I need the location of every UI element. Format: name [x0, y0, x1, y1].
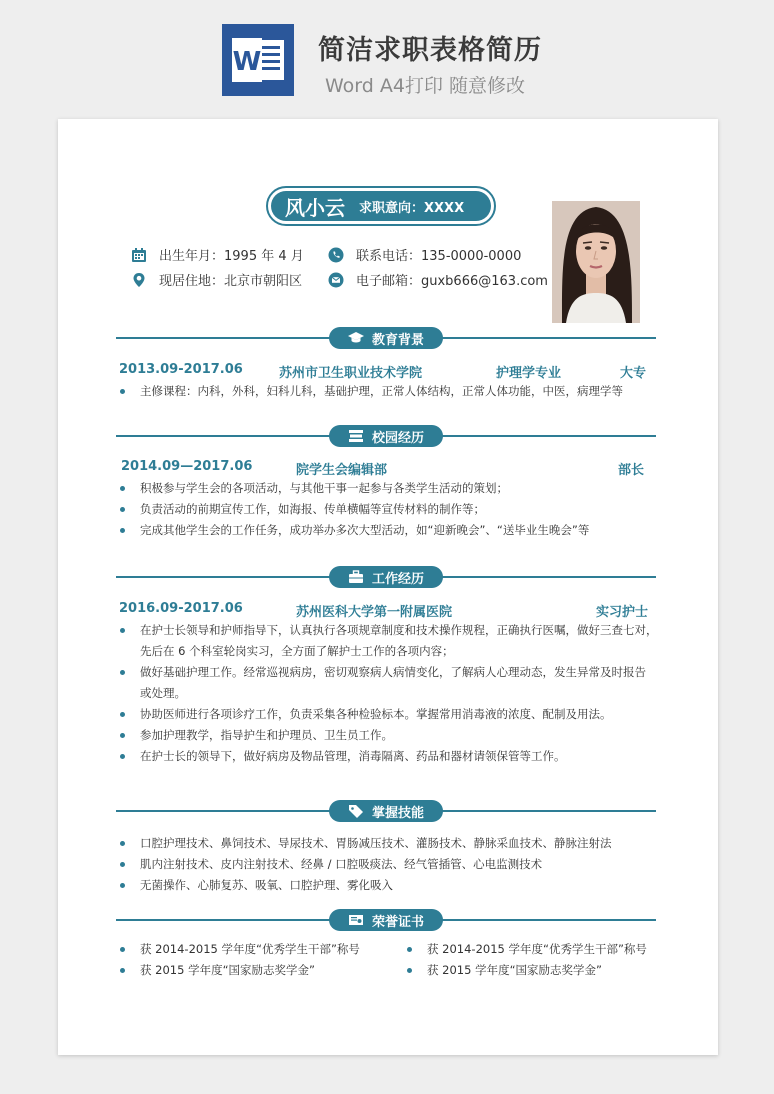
birth-text: 出生年月：1995 年 4 月: [159, 249, 304, 264]
graduation-cap-icon: [348, 331, 364, 345]
honors-item: 获 2014-2015 学年度“优秀学生干部”称号: [427, 941, 647, 957]
campus-item: 完成其他学生会的工作任务，成功举办多次大型活动，如“迎新晚会”、“送毕业生晚会”等: [140, 522, 589, 538]
skills-item: 无菌操作、心肺复苏、吸氧、口腔护理、雾化吸入: [140, 877, 393, 893]
campus-title-pill: [329, 425, 443, 447]
honors-item: 获 2014-2015 学年度“优秀学生干部”称号: [140, 941, 360, 957]
phone-icon: [328, 247, 344, 263]
info-birth: [131, 245, 304, 264]
profile-photo: [552, 201, 640, 323]
work-date: 2016.09-2017.06: [119, 601, 243, 616]
section-education-header: [116, 327, 656, 349]
section-work-header: [116, 566, 656, 588]
section-honors-header: [116, 909, 656, 931]
section-campus-header: [116, 425, 656, 447]
campus-item: 积极参与学生会的各项活动，与其他干事一起参与各类学生活动的策划；: [140, 480, 508, 496]
education-title: 教育背景: [371, 332, 424, 348]
honors-item: 获 2015 学年度“国家励志奖学金”: [140, 962, 315, 978]
email-icon: [328, 272, 344, 288]
books-icon: [348, 429, 364, 443]
skills-title: 掌握技能: [371, 805, 424, 821]
work-org: 苏州医科大学第一附属医院: [296, 605, 453, 620]
info-email: [328, 270, 548, 289]
phone-text: 联系电话：135-0000-0000: [356, 249, 522, 264]
campus-title: 校园经历: [371, 430, 424, 446]
education-major: 护理学专业: [496, 366, 562, 381]
education-degree: 大专: [620, 366, 647, 381]
email-text: 电子邮箱：guxb666@163.com: [356, 274, 548, 289]
education-item: 主修课程：内科，外科，妇科儿科，基础护理，正常人体结构，正常人体功能，中医，病理学等: [140, 383, 623, 399]
banner: [0, 0, 774, 118]
work-title-pill: [329, 566, 443, 588]
work-item: 在护士长的领导下，做好病房及物品管理，消毒隔离、药品和器材请领保管等工作。: [140, 748, 566, 764]
work-item: 参加护理教学，指导护生和护理员、卫生员工作。: [140, 727, 393, 743]
banner-title: 简洁求职表格简历: [318, 35, 542, 66]
calendar-icon: [131, 247, 147, 263]
work-title: 工作经历: [371, 571, 424, 587]
info-address: [131, 270, 302, 289]
campus-date: 2014.09—2017.06: [121, 459, 253, 474]
word-logo-letter: W: [232, 47, 262, 77]
briefcase-icon: [348, 570, 364, 584]
name-badge: [266, 186, 496, 226]
skills-item: 口腔护理技术、鼻饲技术、导尿技术、胃肠减压技术、灌肠技术、静脉采血技术、静脉注射法: [140, 835, 612, 851]
education-date: 2013.09-2017.06: [119, 362, 243, 377]
campus-item: 负责活动的前期宣传工作，如海报、传单横幅等宣传材料的制作等；: [140, 501, 485, 517]
job-target: 求职意向：XXXX: [359, 200, 465, 216]
education-school: 苏州市卫生职业技术学院: [279, 366, 423, 381]
honors-title: 荣誉证书: [371, 914, 424, 930]
work-item: 做好基础护理工作。经常巡视病房，密切观察病人病情变化，了解病人心理动态，发生异常及时报告: [140, 664, 646, 680]
work-item: 协助医师进行各项诊疗工作，负责采集各种检验标本。掌握常用消毒液的浓度、配制及用法。: [140, 706, 612, 722]
section-skills-header: [116, 800, 656, 822]
portrait-image: [552, 201, 640, 323]
info-phone: [328, 245, 521, 264]
banner-subtitle: Word A4打印 随意修改: [325, 75, 526, 97]
skills-title-pill: [329, 800, 443, 822]
word-logo-icon: [222, 24, 294, 96]
address-text: 现居住地：北京市朝阳区: [159, 274, 303, 289]
certificate-icon: [348, 913, 364, 927]
education-title-pill: [329, 327, 443, 349]
work-role: 实习护士: [596, 605, 649, 620]
work-item: 在护士长领导和护师指导下，认真执行各项规章制度和技术操作规程，正确执行医嘱，做好三查七对，: [140, 622, 658, 638]
campus-org: 院学生会编辑部: [296, 463, 388, 478]
candidate-name: 风小云: [285, 195, 345, 220]
campus-role: 部长: [618, 463, 645, 478]
work-item-continued: 先后在 6 个科室轮岗实习，全方面了解护士工作的各项内容；: [140, 644, 454, 658]
tag-icon: [348, 804, 364, 818]
work-item-continued: 或处理。: [140, 686, 186, 700]
location-pin-icon: [131, 272, 147, 288]
honors-item: 获 2015 学年度“国家励志奖学金”: [427, 962, 602, 978]
resume-page: [58, 119, 718, 1055]
skills-item: 肌内注射技术、皮内注射技术、经鼻 / 口腔吸痰法、经气管插管、心电监测技术: [140, 856, 542, 872]
honors-title-pill: [329, 909, 443, 931]
